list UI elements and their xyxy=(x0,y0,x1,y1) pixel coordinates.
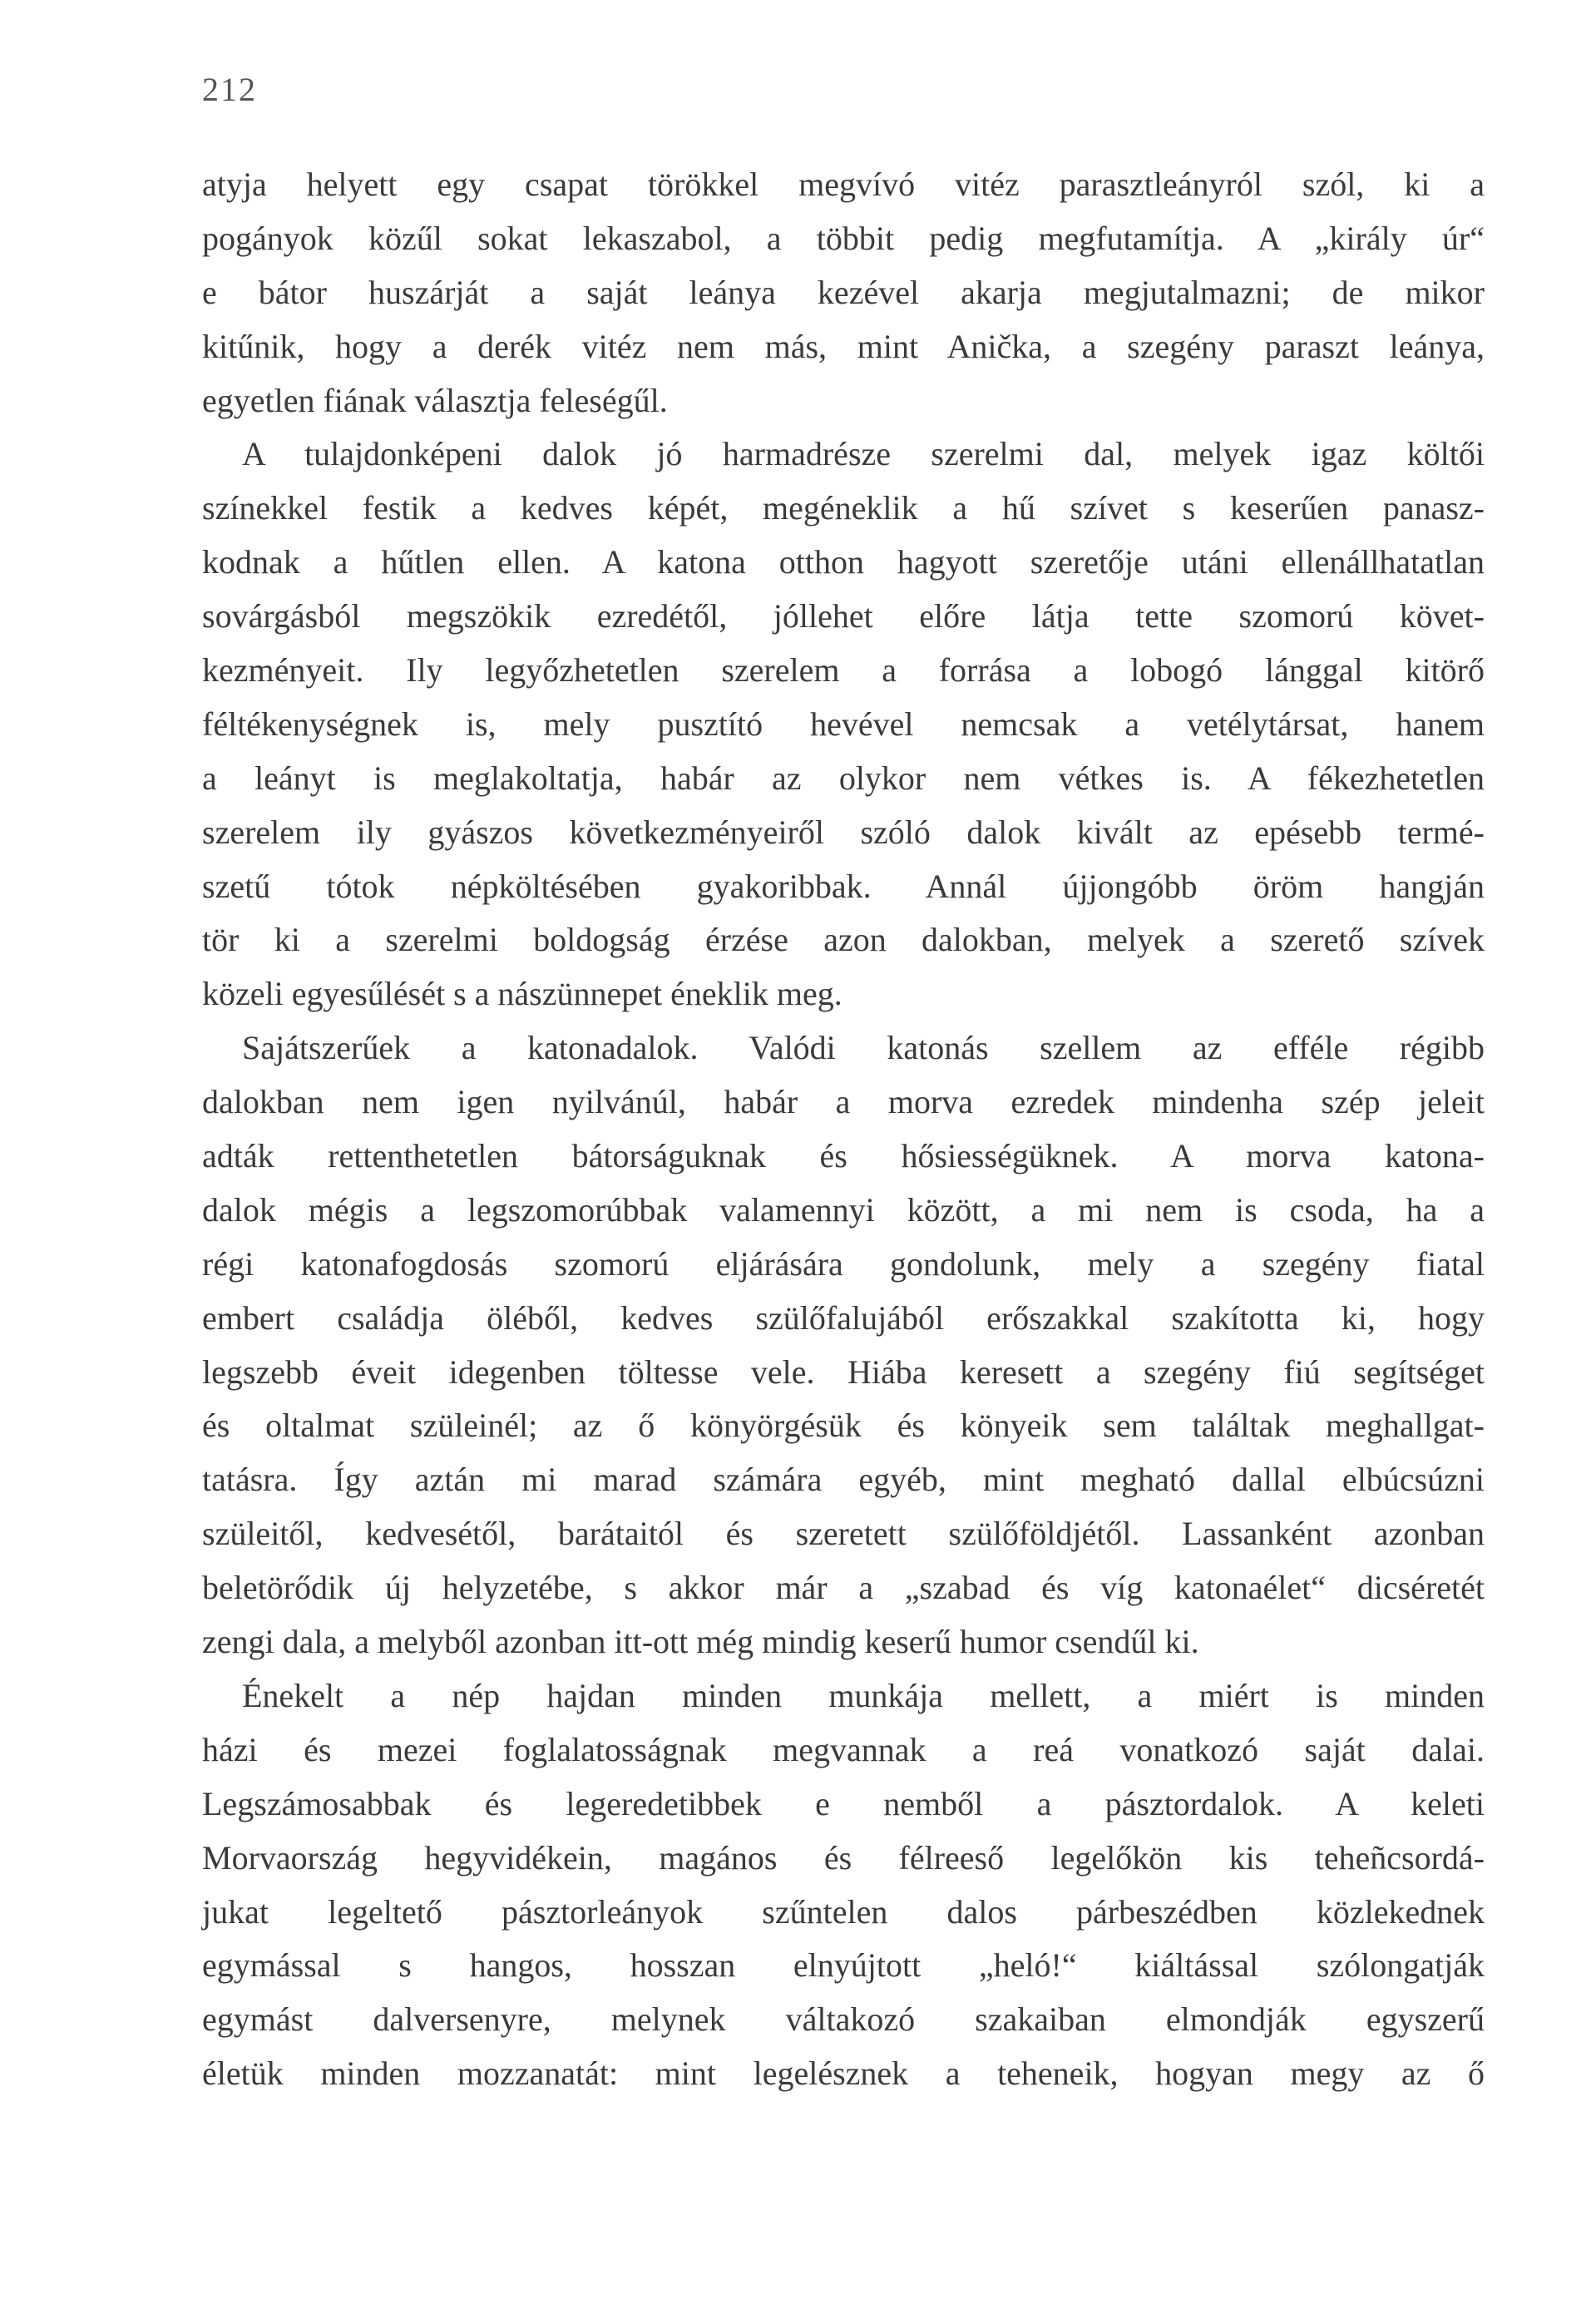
text-line: tatásra. Így aztán mi marad számára egyéb, mint megható dallal elbúcsúzni xyxy=(202,1461,1485,1499)
text-line: féltékenységnek is, mely pusztító hevével nemcsak a vetélytársat, hanem xyxy=(202,705,1485,743)
text-line: a leányt is meglakoltatja, habár az olykor nem vétkes is. A fékezhetetlen xyxy=(202,759,1485,797)
text-line: kezményeit. Ily legyőzhetetlen szerelem a forrása a lobogó lánggal kitörő xyxy=(202,651,1485,690)
text-line: szüleitől, kedvesétől, barátaitól és szeretett szülőföldjétől. Lassanként azonban xyxy=(202,1515,1485,1553)
text-line: A tulajdonképeni dalok jó harmadrésze szerelmi dal, melyek igaz költői xyxy=(242,435,1485,473)
text-line: adták rettenthetetlen bátorságuknak és hősiességüknek. A morva katona- xyxy=(202,1137,1485,1175)
text-line: Morvaország hegyvidékein, magános és félreeső legelőkön kis teheñcsordá- xyxy=(202,1838,1485,1877)
text-line: pogányok közűl sokat lekaszabol, a többit pedig megfutamítja. A „király úr“ xyxy=(202,219,1485,257)
text-line: kitűnik, hogy a derék vitéz nem más, mint Anička, a szegény paraszt leánya, xyxy=(202,327,1485,365)
text-line: beletörődik új helyzetébe, s akkor már a „szabad és víg katonaélet“ dicséretét xyxy=(202,1569,1485,1607)
text-line: egymással s hangos, hosszan elnyújtott „heló!“ kiáltással szólongatják xyxy=(202,1946,1485,1985)
text-line: tör ki a szerelmi boldogság érzése azon dalokban, melyek a szerető szívek xyxy=(202,921,1485,959)
text-line: egyetlen fiának választja feleségűl. xyxy=(202,381,668,419)
text-line: Sajátszerűek a katonadalok. Valódi katonás szellem az efféle régibb xyxy=(242,1029,1485,1067)
text-line: jukat legeltető pásztorleányok szűntelen dalos párbeszédben közlekednek xyxy=(202,1892,1485,1931)
text-line: dalok mégis a legszomorúbbak valamennyi között, a mi nem is csoda, ha a xyxy=(202,1190,1485,1229)
text-line: dalokban nem igen nyilvánúl, habár a morva ezredek mindenha szép jeleit xyxy=(202,1083,1485,1121)
text-line: közeli egyesűlését s a nászünnepet éneklik meg. xyxy=(202,975,842,1013)
text-line: szetű tótok népköltésében gyakoribbak. Annál újjongóbb öröm hangján xyxy=(202,867,1485,905)
text-line: színekkel festik a kedves képét, megéneklik a hű szívet s keserűen panasz- xyxy=(202,489,1485,527)
text-line: embert családja öléből, kedves szülőfalujából erőszakkal szakította ki, hogy xyxy=(202,1298,1485,1337)
body-text xyxy=(202,158,1485,2101)
text-line: és oltalmat szüleinél; az ő könyörgésük és könyeik sem találtak meghallgat- xyxy=(202,1407,1485,1445)
text-line: Legszámosabbak és legeredetibbek e nemből a pásztordalok. A keleti xyxy=(202,1784,1485,1822)
text-line: e bátor huszárját a saját leánya kezével akarja megjutalmazni; de mikor xyxy=(202,273,1485,311)
text-line: szerelem ily gyászos következményeiről szóló dalok kivált az epésebb termé- xyxy=(202,813,1485,851)
text-line: régi katonafogdosás szomorú eljárására gondolunk, mely a szegény fiatal xyxy=(202,1244,1485,1283)
text-line: sovárgásból megszökik ezredétől, jóllehet előre látja tette szomorú követ- xyxy=(202,597,1485,635)
text-line: Énekelt a nép hajdan minden munkája mellett, a miért is minden xyxy=(242,1676,1485,1714)
text-line: legszebb éveit idegenben töltesse vele. Hiába keresett a szegény fiú segítséget xyxy=(202,1352,1485,1391)
page-number: 212 xyxy=(202,71,257,108)
text-line: kodnak a hűtlen ellen. A katona otthon hagyott szeretője utáni ellenállhatatlan xyxy=(202,543,1485,581)
text-line: zengi dala, a melyből azonban itt-ott még mindig keserű humor csendűl ki. xyxy=(202,1623,1199,1661)
text-line: életük minden mozzanatát: mint legelésznek a teheneik, hogyan megy az ő xyxy=(202,2055,1485,2093)
text-line: egymást dalversenyre, melynek váltakozó szakaiban elmondják egyszerű xyxy=(202,2000,1485,2039)
text-line: atyja helyett egy csapat törökkel megvívó vitéz parasztleányról szól, ki a xyxy=(202,166,1485,203)
text-line: házi és mezei foglalatosságnak megvannak a reá vonatkozó saját dalai. xyxy=(202,1730,1485,1768)
